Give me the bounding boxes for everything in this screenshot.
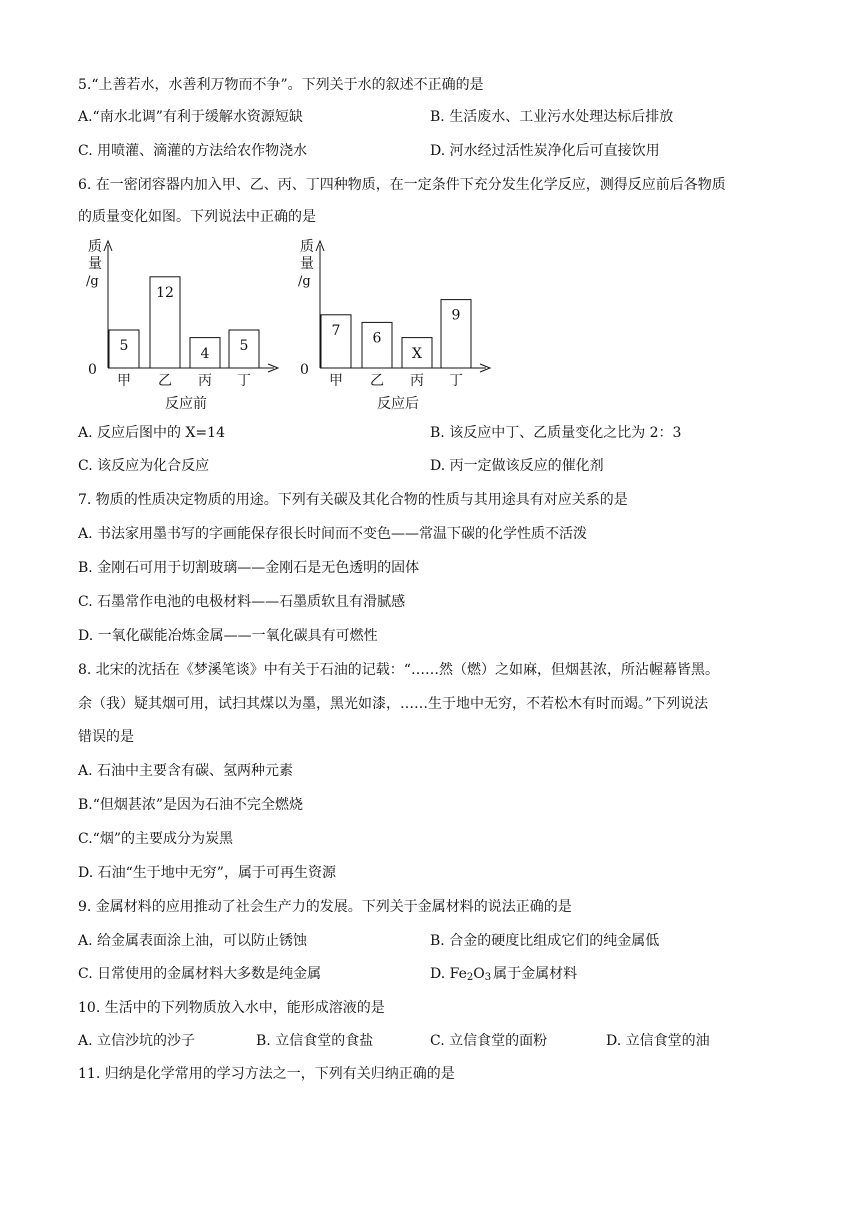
q8-stem-line2: 余（我）疑其烟可用，试扫其煤以为墨，黑光如漆，……生于地中无穷，不若松木有时而竭。”下列说法 (78, 696, 709, 712)
chart-before-title: 反应前 (165, 396, 207, 412)
q7-stem: 7. 物质的性质决定物质的用途。下列有关碳及其化合物的性质与其用途具有对应关系的是 (78, 492, 628, 508)
chart-before-category-1: 乙 (158, 373, 172, 389)
q5-option-c: C. 用喷灌、滴灌的方法给农作物浇水 (78, 143, 308, 159)
q6-option-b: B. 该反应中丁、乙质量变化之比为 2：3 (430, 425, 682, 441)
chart-after-ylabel-0: 质 (300, 239, 314, 255)
q9-option-b: B. 合金的硬度比组成它们的纯金属低 (430, 933, 660, 949)
chart-before (86, 239, 278, 412)
chart-before-category-2: 丙 (198, 373, 212, 389)
chart-before-ylabel-0: 质 (88, 239, 102, 255)
q10-option-d: D. 立信食堂的油 (606, 1033, 710, 1049)
q5-option-d: D. 河水经过活性炭净化后可直接饮用 (430, 143, 660, 159)
q11-stem: 11. 归纳是化学常用的学习方法之一，下列有关归纳正确的是 (78, 1066, 455, 1082)
q10-option-c: C. 立信食堂的面粉 (430, 1033, 548, 1049)
chart-before-category-3: 丁 (237, 373, 251, 389)
q6-option-d: D. 丙一定做该反应的催化剂 (430, 458, 604, 474)
q6-stem-line2: 的质量变化如图。下列说法中正确的是 (78, 209, 316, 225)
chart-after-title: 反应后 (377, 396, 419, 412)
chart-after-category-0: 甲 (329, 373, 343, 389)
chart-after-ylabel-2: /g (298, 274, 311, 289)
chart-after (298, 239, 490, 412)
q7-option-d: D. 一氧化碳能冶炼金属——一氧化碳具有可燃性 (78, 628, 378, 644)
chart-after-ylabel-1: 量 (300, 256, 314, 272)
q9-option-d-prefix: D. Fe (430, 966, 467, 982)
chart-before-category-0: 甲 (117, 373, 131, 389)
chart-before-origin: 0 (88, 362, 97, 378)
q7-option-b: B. 金刚石可用于切割玻璃——金刚石是无色透明的固体 (78, 560, 420, 576)
q8-option-a: A. 石油中主要含有碳、氢两种元素 (78, 763, 294, 779)
q8-option-d: D. 石油“生于地中无穷”，属于可再生资源 (78, 865, 336, 881)
chart-before-bar-label-2: 4 (200, 345, 210, 362)
q9-option-c: C. 日常使用的金属材料大多数是纯金属 (78, 966, 322, 982)
q5-option-a: A.“南水北调”有利于缓解水资源短缺 (78, 109, 303, 125)
q6-stem-line1: 6. 在一密闭容器内加入甲、乙、丙、丁四种物质，在一定条件下充分发生化学反应，测得反应前后各物质 (78, 177, 726, 193)
chart-after-category-3: 丁 (449, 373, 463, 389)
chart-after-bar-label-1: 6 (372, 330, 382, 347)
chart-before-ylabel-2: /g (86, 274, 99, 289)
q9-stem: 9. 金属材料的应用推动了社会生产力的发展。下列关于金属材料的说法正确的是 (78, 899, 572, 915)
q9-option-d-suffix: 属于金属材料 (493, 966, 578, 982)
chart-before-bar-label-3: 5 (239, 338, 249, 354)
q8-stem-line3: 错误的是 (78, 729, 134, 745)
chart-before-bar-label-1: 12 (156, 284, 174, 301)
q9-option-d-mid: O (473, 966, 485, 982)
q8-option-b: B.“但烟甚浓”是因为石油不完全燃烧 (78, 797, 304, 813)
chart-before-ylabel-1: 量 (88, 256, 102, 272)
q6-option-c: C. 该反应为化合反应 (78, 458, 210, 474)
q9-option-d (430, 964, 577, 984)
q10-option-a: A. 立信沙坑的沙子 (78, 1033, 196, 1049)
chart-after-category-1: 乙 (370, 373, 384, 389)
q7-option-a: A. 书法家用墨书写的字画能保存很长时间而不变色——常温下碳的化学性质不活泼 (78, 526, 588, 542)
q6-bar-charts (78, 235, 558, 415)
chart-before-bar-label-0: 5 (119, 338, 129, 354)
q8-stem-line1: 8. 北宋的沈括在《梦溪笔谈》中有关于石油的记载：“……然（燃）之如麻，但烟甚浓，所沾幄幕皆黑。 (78, 662, 719, 678)
q9-option-d-sub2: 3 (484, 972, 492, 983)
q5-option-b: B. 生活废水、工业污水处理达标后排放 (430, 109, 674, 125)
chart-after-origin: 0 (300, 362, 309, 378)
q10-option-b: B. 立信食堂的食盐 (256, 1033, 374, 1049)
q6-option-a: A. 反应后图中的 X=14 (78, 425, 225, 441)
chart-after-bar-label-2: X (412, 345, 422, 362)
q8-option-c: C.“烟”的主要成分为炭黑 (78, 831, 233, 847)
chart-after-category-2: 丙 (410, 373, 424, 389)
q9-option-d-sub1: 2 (466, 972, 474, 983)
q7-option-c: C. 石墨常作电池的电极材料——石墨质软且有滑腻感 (78, 594, 406, 610)
chart-after-bar-label-0: 7 (331, 322, 341, 339)
chart-after-bar-label-3: 9 (451, 307, 461, 324)
q9-option-a: A. 给金属表面涂上油，可以防止锈蚀 (78, 933, 308, 949)
q5-stem: 5.“上善若水，水善利万物而不争”。下列关于水的叙述不正确的是 (78, 77, 484, 93)
q10-stem: 10. 生活中的下列物质放入水中，能形成溶液的是 (78, 1000, 385, 1016)
